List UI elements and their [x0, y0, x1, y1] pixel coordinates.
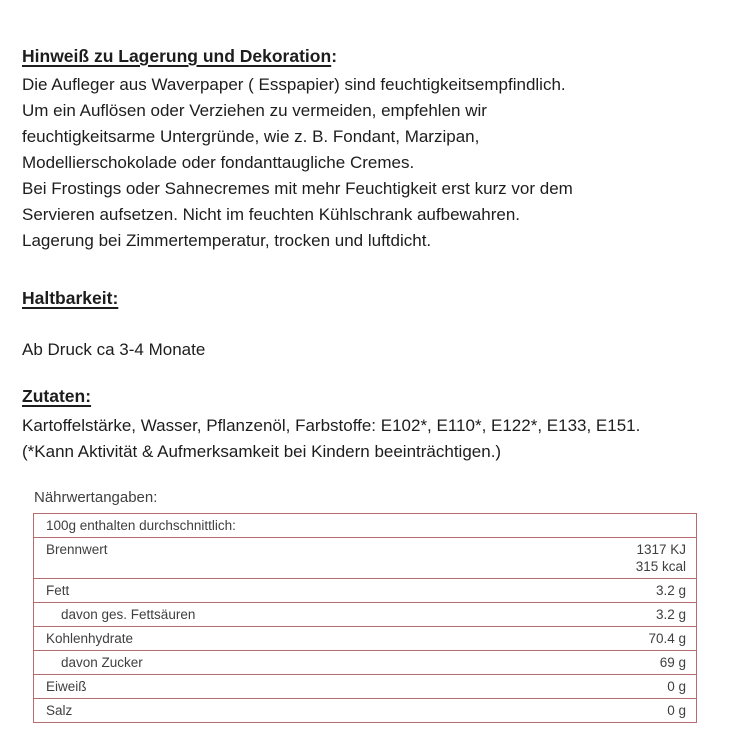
nutrition-row — [34, 579, 696, 603]
nutrition-row — [34, 538, 696, 579]
nutrition-row-value: 1317 KJ — [636, 542, 686, 557]
nutrition-row-value: 0 g — [667, 679, 686, 694]
ingredients-heading-text: Zutaten: — [22, 386, 92, 406]
nutrition-row-label: davon ges. Fettsäuren — [61, 607, 196, 622]
nutrition-row — [34, 651, 696, 675]
nutrition-table — [33, 513, 697, 723]
nutrition-row-values — [667, 678, 686, 695]
nutrition-row-values — [648, 630, 686, 647]
nutrition-label: Nährwertangaben: — [34, 489, 158, 506]
shelf-life-text: Ab Druck ca 3-4 Monate — [22, 340, 206, 359]
nutrition-row — [34, 699, 696, 722]
ingredients-line: Kartoffelstärke, Wasser, Pflanzenöl, Farbstoffe: E102*, E110*, E122*, E133, E151. — [22, 416, 641, 435]
nutrition-row-values — [656, 606, 686, 623]
nutrition-row-value: 70.4 g — [648, 631, 686, 646]
nutrition-row-values — [636, 541, 686, 575]
nutrition-row-values — [660, 654, 686, 671]
nutrition-row-value: 315 kcal — [635, 559, 686, 574]
storage-line: Lagerung bei Zimmertemperatur, trocken und luftdicht. — [22, 231, 432, 250]
nutrition-section — [22, 488, 711, 723]
ingredients-line: (*Kann Aktivität & Aufmerksamkeit bei Kindern beeinträchtigen.) — [22, 442, 502, 461]
nutrition-row-label: Kohlenhydrate — [46, 631, 134, 646]
nutrition-row-value: 0 g — [667, 703, 686, 718]
nutrition-row-value: 3.2 g — [655, 583, 686, 598]
nutrition-row-label: davon Zucker — [61, 655, 143, 670]
storage-paragraph — [22, 72, 711, 254]
nutrition-row-label: Brennwert — [46, 542, 108, 557]
storage-line: Die Aufleger aus Waverpaper ( Esspapier) sind feuchtigkeitsempfindlich. — [22, 75, 566, 94]
nutrition-row-value: 3.2 g — [655, 607, 686, 622]
nutrition-row-value: 69 g — [659, 655, 686, 670]
shelf-life-heading — [22, 286, 711, 310]
storage-line: Bei Frostings oder Sahnecremes mit mehr Feuchtigkeit erst kurz vor dem — [22, 179, 573, 198]
nutrition-row-label: Eiweiß — [46, 679, 87, 694]
ingredients-heading — [22, 384, 711, 408]
nutrition-row — [34, 627, 696, 651]
shelf-life-heading-text: Haltbarkeit: — [22, 288, 119, 308]
nutrition-row-label: Fett — [46, 583, 70, 598]
storage-heading — [22, 44, 711, 68]
storage-heading-colon: : — [331, 46, 338, 66]
ingredients-paragraph — [22, 413, 711, 465]
nutrition-row — [34, 603, 696, 627]
nutrition-table-header: 100g enthalten durchschnittlich: — [34, 514, 696, 538]
storage-heading-text: Hinweiß zu Lagerung und Dekoration — [22, 46, 332, 66]
nutrition-table-body — [34, 538, 696, 722]
nutrition-row-values — [667, 702, 686, 719]
storage-section — [22, 44, 711, 254]
storage-line: Modellierschokolade oder fondanttaugliche Cremes. — [22, 153, 415, 172]
nutrition-row — [34, 675, 696, 699]
ingredients-section — [22, 384, 711, 465]
nutrition-row-values — [656, 582, 686, 599]
storage-line: Um ein Auflösen oder Verziehen zu vermeiden, empfehlen wir — [22, 101, 487, 120]
shelf-life-section — [22, 286, 711, 363]
storage-line: Servieren aufsetzen. Nicht im feuchten Kühlschrank aufbewahren. — [22, 205, 520, 224]
nutrition-row-label: Salz — [46, 703, 73, 718]
storage-line: feuchtigkeitsarme Untergründe, wie z. B. Fondant, Marzipan, — [22, 127, 480, 146]
